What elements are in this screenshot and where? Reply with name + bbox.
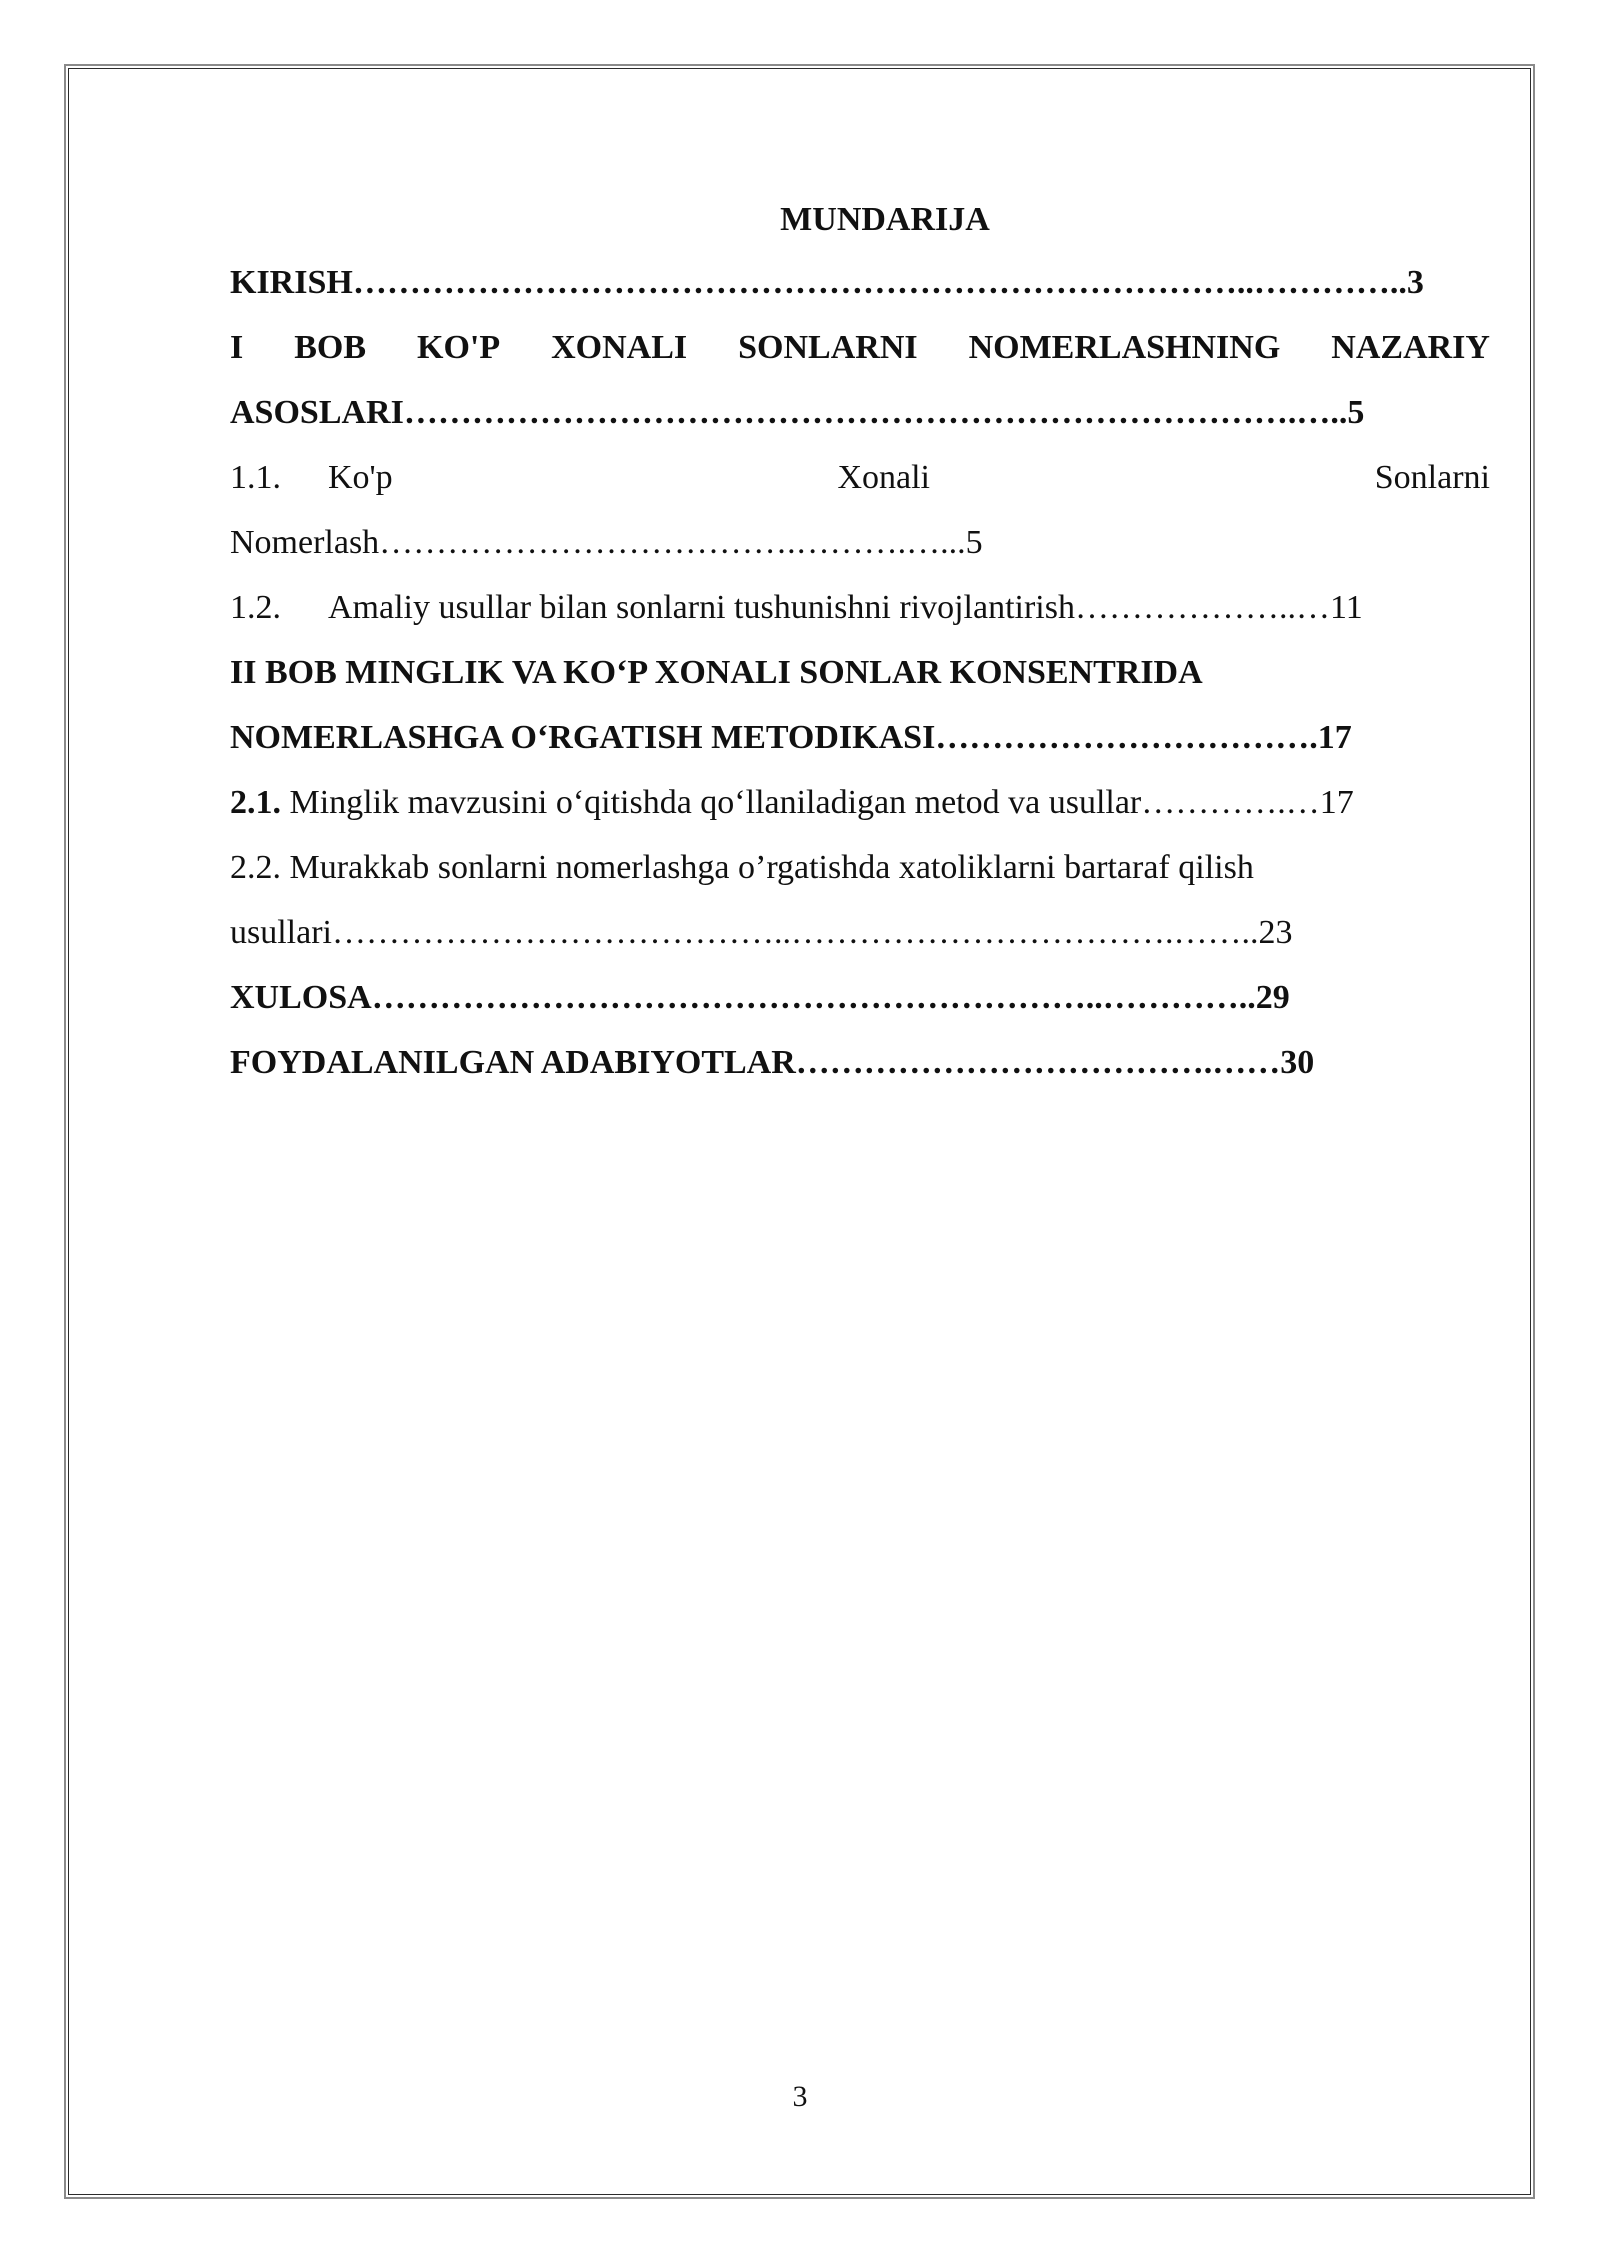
toc-word: Xonali bbox=[837, 459, 930, 496]
toc-entry-2-1 bbox=[230, 770, 1490, 835]
toc-title: MUNDARIJA bbox=[780, 201, 990, 238]
toc-entry-1-1-line1 bbox=[230, 445, 1490, 510]
toc-word: I bbox=[230, 329, 244, 366]
toc-entry-text: Minglik mavzusini o‘qitishda qo‘llaniladigan metod va usullar………….…17 bbox=[289, 784, 1354, 821]
toc-word: NAZARIY bbox=[1331, 329, 1490, 366]
section-number: 1.2. bbox=[230, 589, 281, 626]
section-number: 2.1. bbox=[230, 784, 281, 821]
toc-entry-1-2 bbox=[230, 575, 1490, 640]
toc-word: SONLARNI bbox=[738, 329, 918, 366]
toc-entry-xulosa: XULOSA………………………………………………………..…………..29 bbox=[230, 979, 1290, 1016]
table-of-contents bbox=[230, 190, 1490, 1095]
toc-word: Sonlarni bbox=[1374, 459, 1490, 496]
toc-entry-text: Amaliy usullar bilan sonlarni tushunishni rivojlantirish………………..…11 bbox=[328, 589, 1363, 626]
toc-word: XONALI bbox=[551, 329, 688, 366]
toc-entry-kirish: KIRISH……………………………………………………………………..…………..3 bbox=[230, 264, 1424, 301]
toc-word: NOMERLASHNING bbox=[968, 329, 1281, 366]
page-number: 3 bbox=[792, 2080, 808, 2113]
toc-entry-2-2-line2: usullari…………………………………..…………………………….……..23 bbox=[230, 914, 1293, 951]
toc-entry-bob1-line1 bbox=[230, 315, 1490, 380]
section-number: 1.1. bbox=[230, 459, 281, 496]
toc-entry-adabiyotlar: FOYDALANILGAN ADABIYOTLAR……………………………….……30 bbox=[230, 1044, 1315, 1081]
toc-entry-1-1-line2: Nomerlash……………………………….……….…...5 bbox=[230, 524, 983, 561]
toc-entry-bob1-line2: ASOSLARI…………………………………………………………………….…..5 bbox=[230, 394, 1365, 431]
toc-entry-bob2-line1: II BOB MINGLIK VA KO‘P XONALI SONLAR KONSENTRIDA bbox=[230, 654, 1203, 691]
toc-word: KO'P bbox=[417, 329, 501, 366]
toc-entry-1-1-label bbox=[230, 445, 393, 510]
toc-entry-bob2-line2: NOMERLASHGA O‘RGATISH METODIKASI…………………………….17 bbox=[230, 719, 1352, 756]
toc-entry-2-2-line1: 2.2. Murakkab sonlarni nomerlashga o’rgatishda xatoliklarni bartaraf qilish bbox=[230, 849, 1254, 886]
toc-word: Ko'p bbox=[328, 459, 393, 496]
toc-word: BOB bbox=[294, 329, 367, 366]
